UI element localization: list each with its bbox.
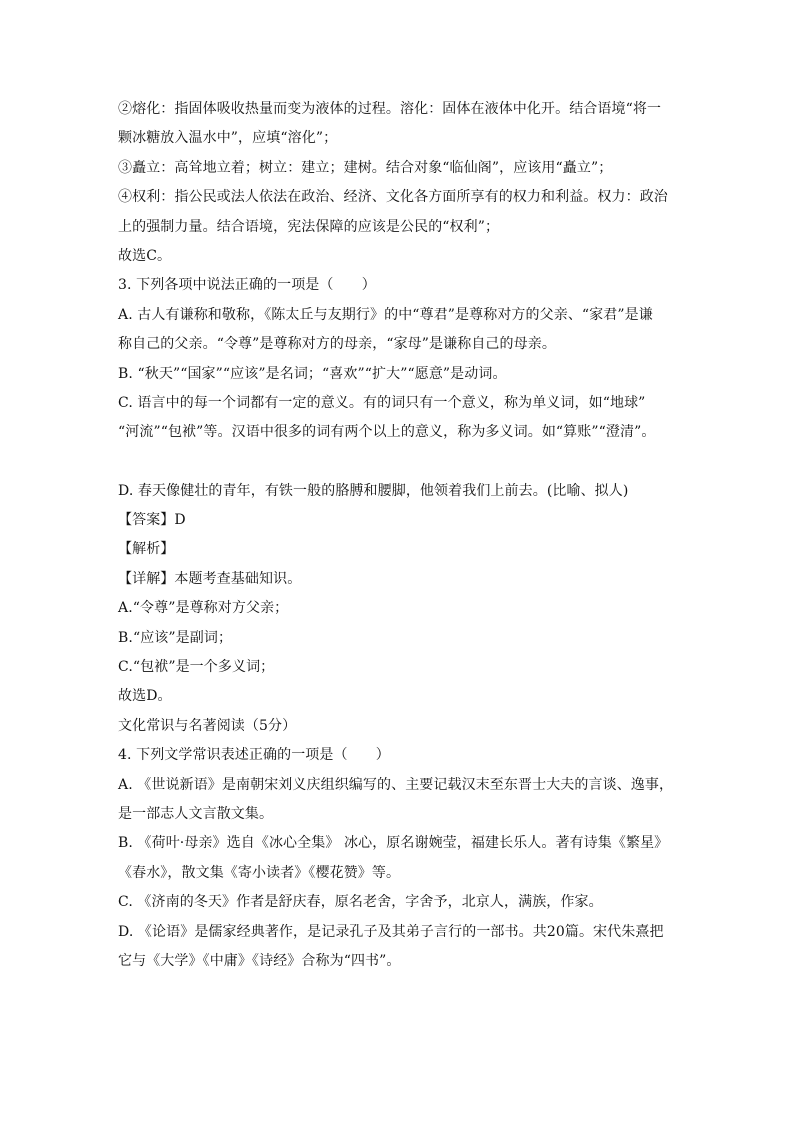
text-line: 《春水》，散文集《寄小读者》《樱花赞》等。 xyxy=(118,864,401,881)
text-line: C.“包袱”是一个多义词； xyxy=(118,659,275,676)
question-4-option-c: C. 《济南的冬天》作者是舒庆春，原名老舍，字舍予，北京人，满族，作家。 xyxy=(118,894,603,911)
text-line: “河流”“包袱”等。汉语中很多的词有两个以上的意义，称为多义词。如“算账”“澄清”。 xyxy=(118,424,656,441)
question-4-option-b: B. 《荷叶·母亲》选自《冰心全集》 冰心，原名谢婉莹，福建长乐人。著有诗集《繁星》 xyxy=(118,835,669,852)
question-3-option-a: A. 古人有谦称和敬称，《陈太丘与友期行》的中“尊君”是尊称对方的父亲、“家君”是谦 xyxy=(118,306,653,323)
document-body xyxy=(118,100,698,981)
question-3-option-c: C. 语言中的每一个词都有一定的意义。有的词只有一个意义，称为单义词，如“地球” xyxy=(118,394,646,411)
detail-label: 【详解】本题考查基础知识。 xyxy=(118,570,302,587)
question-4-option-a: A. 《世说新语》是南朝宋刘义庆组织编写的、主要记载汉末至东晋士大夫的言谈、逸事， xyxy=(118,776,674,793)
answer-label: 【答案】D xyxy=(118,512,186,529)
question-4-option-d: D. 《论语》是儒家经典著作，是记录孔子及其弟子言行的一部书。共20篇。宋代朱熹把 xyxy=(118,923,664,940)
text-line: 故选D。 xyxy=(118,688,172,705)
text-line: 它与《大学》《中庸》《诗经》合称为“四书”。 xyxy=(118,952,401,969)
text-line: ③矗立：高耸地立着；树立：建立；建树。结合对象“临仙阁”，应该用“矗立”； xyxy=(118,159,613,176)
question-3-option-d: D. 春天像健壮的青年，有铁一般的胳膊和腰脚，他领着我们上前去。(比喻、拟人) xyxy=(118,482,629,499)
text-line: 颗冰糖放入温水中”，应填“溶化”； xyxy=(118,130,338,147)
text-line: A.“令尊”是尊称对方父亲； xyxy=(118,600,289,617)
text-line: 上的强制力量。结合语境，宪法保障的应该是公民的“权利”； xyxy=(118,218,500,235)
text-line: ④权利：指公民或法人依法在政治、经济、文化各方面所享有的权力和利益。权力：政治 xyxy=(118,189,668,206)
text-line: ②熔化：指固体吸收热量而变为液体的过程。溶化：固体在液体中化开。结合语境“将一 xyxy=(118,101,662,117)
question-4-stem: 4. 下列文学常识表述正确的一项是（ ） xyxy=(118,747,390,764)
text-line: 是一部志人文言散文集。 xyxy=(118,805,274,822)
question-3-stem: 3. 下列各项中说法正确的一项是（ ） xyxy=(118,277,376,294)
blank-line xyxy=(118,453,698,482)
text-line: 称自己的父亲。“令尊”是尊称对方的母亲，“家母”是谦称自己的母亲。 xyxy=(118,336,556,353)
text-line: B.“应该”是副词； xyxy=(118,629,233,646)
analysis-label: 【解析】 xyxy=(118,541,175,558)
text-line: 故选C。 xyxy=(118,247,172,264)
question-3-option-b: B. “秋天”“国家”“应该”是名词；“喜欢”“扩大”“愿意”是动词。 xyxy=(118,365,507,382)
section-heading: 文化常识与名著阅读（5分） xyxy=(118,717,297,734)
